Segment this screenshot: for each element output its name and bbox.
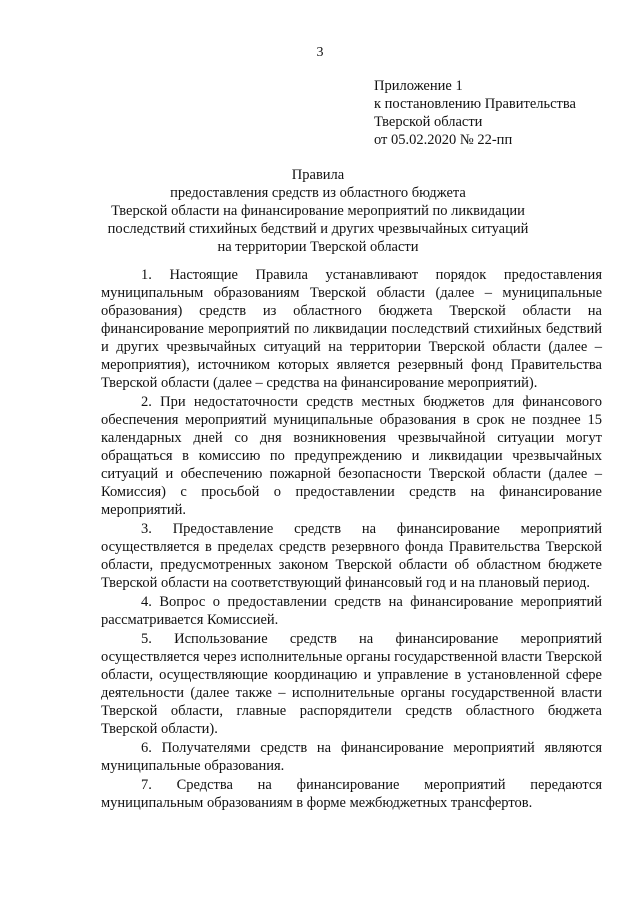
paragraph-1: 1. Настоящие Правила устанавливают порядок предоставления муниципальным образованиям Тверской области (далее – муниципальные образования) средств из областного бюджета Тверской области на финансирование мероприятий по ликвидации последствий стихийных бедствий и других чрезвычайных ситуаций на территории Тверской области (далее – мероприятия), источником которых является резервный фонд Правительства Тверской области (далее – средства на финансирование мероприятий).: [101, 267, 602, 391]
appendix-date-line: от 05.02.2020 № 22-пп: [374, 132, 513, 148]
appendix-line: Тверской области: [374, 114, 483, 130]
page-number: 3: [316, 45, 324, 60]
title-heading: Правила: [291, 167, 345, 183]
title-line: последствий стихийных бедствий и других чрезвычайных ситуаций: [107, 221, 529, 237]
paragraph-6: 6. Получателями средств на финансирование мероприятий являются муниципальные образования.: [101, 740, 602, 774]
appendix-line: Приложение 1: [374, 78, 463, 94]
paragraph-4: 4. Вопрос о предоставлении средств на финансирование мероприятий рассматривается Комиссией.: [101, 594, 602, 628]
document-title: [96, 166, 540, 256]
document-body: [101, 266, 602, 813]
title-line: на территории Тверской области: [217, 239, 419, 255]
paragraph-5: 5. Использование средств на финансирование мероприятий осуществляется через исполнительные органы государственной власти Тверской области, осуществляющие координацию и управление в установленной сфере деятельности (далее также – исполнительные органы государственной власти Тверской области, главные распорядители средств областного бюджета Тверской области).: [101, 631, 602, 737]
appendix-line: к постановлению Правительства: [374, 96, 576, 112]
paragraph-2: 2. При недостаточности средств местных бюджетов для финансового обеспечения мероприятий муниципальные образования в срок не позднее 15 календарных дней со дня возникновения чрезвычайной ситуации могут обращаться в комиссию по предупреждению и ликвидации чрезвычайных ситуаций и обеспечению пожарной безопасности Тверской области (далее – Комиссия) с просьбой о предоставлении средств на финансирование мероприятий.: [101, 394, 602, 518]
title-line: предоставления средств из областного бюджета: [170, 185, 466, 201]
paragraph-7: 7. Средства на финансирование мероприятий передаются муниципальным образованиям в форме межбюджетных трансфертов.: [101, 777, 602, 811]
title-line: Тверской области на финансирование мероприятий по ликвидации: [111, 203, 525, 219]
appendix-block: [374, 77, 624, 149]
paragraph-3: 3. Предоставление средств на финансирование мероприятий осуществляется в пределах средств резервного фонда Правительства Тверской области, предусмотренных законом Тверской области об областном бюджете Тверской области на соответствующий финансовый год и на плановый период.: [101, 521, 602, 591]
